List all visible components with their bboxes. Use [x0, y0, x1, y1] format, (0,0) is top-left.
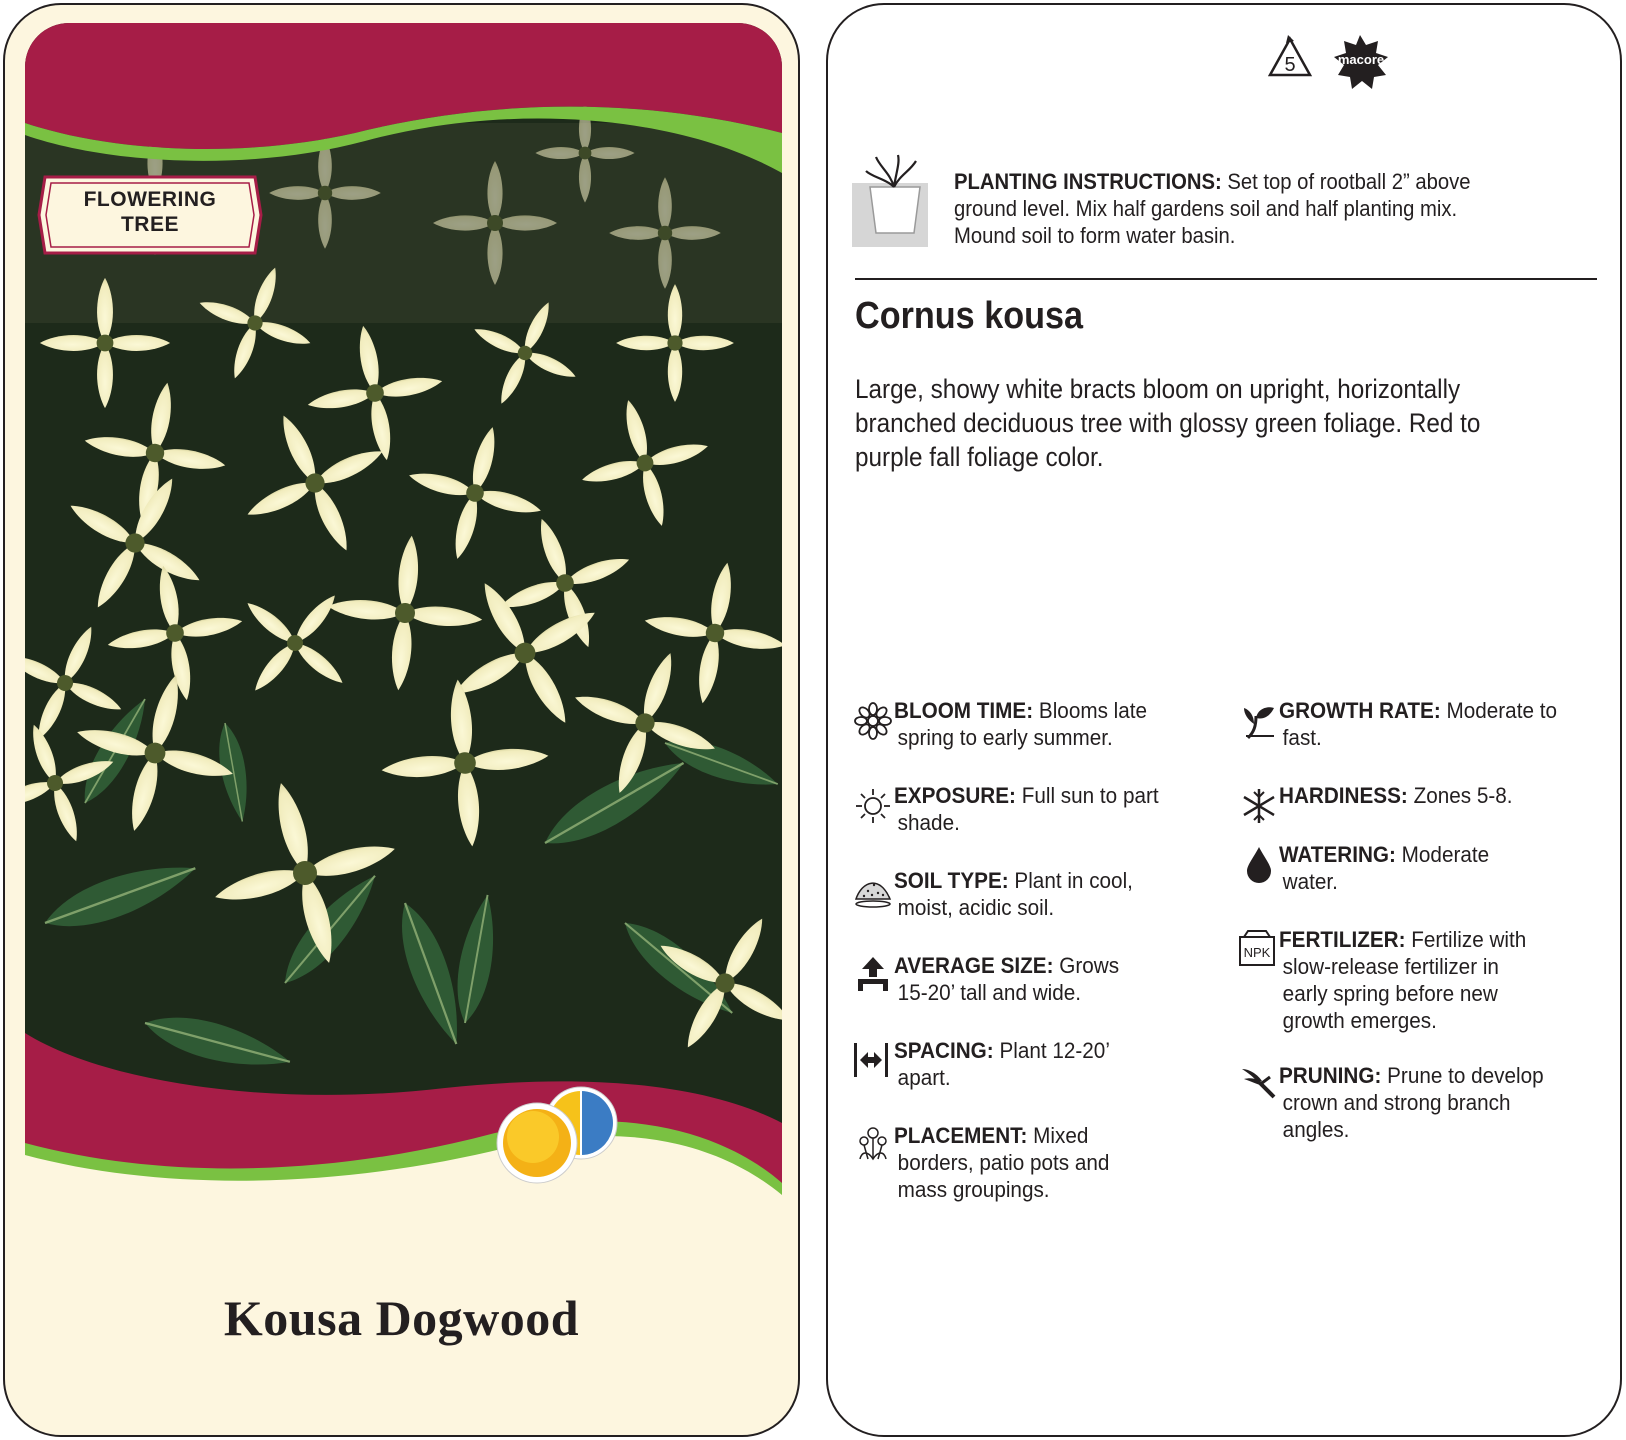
soil-type-line-2: moist, acidic soil. — [897, 895, 1055, 920]
bloom-time-label: BLOOM TIME: — [894, 698, 1034, 723]
growth-rate-line-1: Moderate to — [1446, 698, 1557, 723]
planting-line-2: ground level. Mix half gardens soil and half planting mix. — [954, 196, 1458, 221]
water-drop-icon — [1240, 845, 1278, 883]
badge-line-1: FLOWERING — [83, 188, 217, 211]
attr-soil-type — [894, 867, 1133, 921]
attr-exposure — [894, 782, 1159, 836]
npk-bag-icon — [1238, 929, 1276, 967]
average-size-label: AVERAGE SIZE: — [894, 953, 1054, 978]
growth-rate-label: GROWTH RATE: — [1279, 698, 1441, 723]
attr-watering — [1279, 841, 1489, 895]
average-size-line-2: 15-20’ tall and wide. — [897, 980, 1082, 1005]
front-card — [3, 3, 800, 1437]
planting-line-1: Set top of rootball 2” above — [1227, 169, 1471, 194]
exposure-label: EXPOSURE: — [894, 783, 1016, 808]
watering-label: WATERING: — [1279, 842, 1396, 867]
plant-description — [855, 372, 1575, 474]
fertilizer-line-4: growth emerges. — [1282, 1008, 1437, 1033]
spacing-line-2: apart. — [897, 1065, 951, 1090]
bloom-time-line-1: Blooms late — [1038, 698, 1148, 723]
placement-line-2: borders, patio pots and — [897, 1150, 1110, 1175]
soil-mound-icon — [854, 871, 892, 909]
snowflake-icon — [1240, 787, 1278, 825]
botanical-name: Cornus kousa — [855, 295, 1084, 337]
attr-hardiness — [1279, 782, 1513, 809]
sun-outline-icon — [854, 787, 892, 825]
back-card — [826, 3, 1622, 1437]
recycle-icon — [1268, 33, 1408, 93]
growth-rate-line-2: fast. — [1282, 725, 1322, 750]
seedling-icon — [1240, 702, 1278, 740]
soil-type-line-1: Plant in cool, — [1014, 868, 1133, 893]
height-arrow-icon — [854, 955, 892, 993]
planting-line-3: Mound soil to form water basin. — [954, 223, 1236, 248]
watering-line-2: water. — [1282, 869, 1338, 894]
fertilizer-line-2: slow-release fertilizer in — [1282, 954, 1499, 979]
full-sun-icon — [497, 1103, 577, 1183]
recycle-number: 5 — [1284, 54, 1296, 76]
planting-instructions — [954, 168, 1530, 249]
spacing-label: SPACING: — [894, 1038, 994, 1063]
pruning-label: PRUNING: — [1279, 1063, 1382, 1088]
planting-pot-icon — [850, 153, 930, 249]
spacing-line-1: Plant 12-20’ — [999, 1038, 1110, 1063]
fertilizer-line-3: early spring before new — [1282, 981, 1498, 1006]
placement-line-1: Mixed — [1033, 1123, 1089, 1148]
sun-requirement-icons — [493, 1085, 633, 1185]
pruning-line-2: crown and strong branch — [1282, 1090, 1511, 1115]
attr-spacing — [894, 1037, 1110, 1091]
attr-placement — [894, 1122, 1109, 1203]
hardiness-line-1: Zones 5-8. — [1413, 783, 1513, 808]
hardiness-label: HARDINESS: — [1279, 783, 1408, 808]
placement-label: PLACEMENT: — [894, 1123, 1028, 1148]
attr-fertilizer — [1279, 926, 1526, 1034]
pruning-line-1: Prune to develop — [1387, 1063, 1544, 1088]
watering-line-1: Moderate — [1401, 842, 1490, 867]
description-line-2: branched deciduous tree with glossy green foliage. Red to — [855, 408, 1481, 438]
spacing-arrows-icon — [852, 1041, 890, 1079]
attr-bloom-time — [894, 697, 1147, 751]
planting-label: PLANTING INSTRUCTIONS: — [954, 169, 1222, 194]
attr-growth-rate — [1279, 697, 1557, 751]
macore-logo-icon — [1334, 35, 1388, 89]
fertilizer-line-1: Fertilize with — [1411, 927, 1527, 952]
flower-icon — [854, 702, 892, 740]
fertilizer-label: FERTILIZER: — [1279, 927, 1406, 952]
badge-line-2: TREE — [120, 213, 179, 236]
attr-average-size — [894, 952, 1119, 1006]
exposure-line-2: shade. — [897, 810, 960, 835]
npk-label: NPK — [1243, 945, 1271, 960]
flower-cluster-icon — [854, 1125, 892, 1163]
brand-name: macore — [1337, 52, 1385, 67]
attr-pruning — [1279, 1062, 1544, 1143]
description-line-3: purple fall foliage color. — [855, 442, 1104, 472]
pruning-line-3: angles. — [1282, 1117, 1350, 1142]
exposure-line-1: Full sun to part — [1021, 783, 1159, 808]
average-size-line-1: Grows — [1059, 953, 1120, 978]
description-line-1: Large, showy white bracts bloom on upright, horizontally — [855, 374, 1461, 404]
divider — [855, 278, 1597, 280]
common-name: Kousa Dogwood — [223, 1290, 580, 1346]
bloom-time-line-2: spring to early summer. — [897, 725, 1113, 750]
placement-line-3: mass groupings. — [897, 1177, 1050, 1202]
pruners-icon — [1240, 1063, 1278, 1101]
soil-type-label: SOIL TYPE: — [894, 868, 1009, 893]
category-badge — [37, 175, 263, 255]
